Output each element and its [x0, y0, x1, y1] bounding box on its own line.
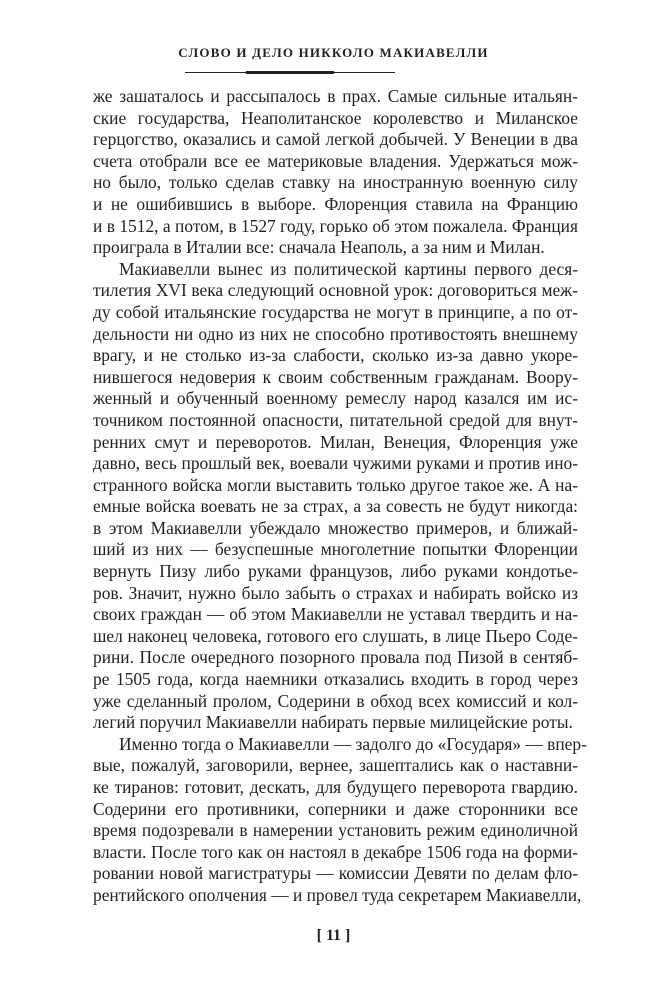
running-header: СЛОВО И ДЕЛО НИККОЛО МАКИАВЕЛЛИ [178, 45, 489, 60]
text-line: шел наконец человека, готового его слушать, в лице Пьеро Соде- [93, 625, 578, 646]
text-line: же зашаталось и рассыпалось в прах. Самые сильные итальян- [93, 86, 578, 106]
text-line: точником постоянной опасности, питательной средой для внут- [93, 409, 578, 430]
text-line: рентийского ополчения — и провел туда секретарем Макиавелли, [93, 884, 582, 905]
text-line: давно, весь прошлый век, воевали чужими руками и против ино- [93, 453, 578, 474]
text-line: уже сделанный пролом, Содерини в обход всех комиссий и кол- [93, 690, 578, 711]
paragraph [93, 259, 578, 734]
text-line: тилетия XVI века следующий основной урок: договориться меж- [93, 280, 578, 301]
text-line: власти. После того как он настоял в декабре 1506 года на форми- [93, 841, 578, 862]
text-line: вернуть Пизу либо руками французов, либо руками кондотье- [93, 561, 578, 582]
text-line: женный и обученный военному ремеслу народ казался им ис- [93, 388, 578, 409]
text-line: ке тиранов: готовит, дескать, для будущего переворота гвардию. [93, 777, 578, 797]
text-line: Именно тогда о Макиавелли — задолго до «Государя» — впер- [119, 733, 587, 754]
text-line: врагу, и не столько из-за слабости, сколько из-за давно укоре- [93, 345, 578, 366]
text-line: и не ошибившись в выборе. Флоренция ставила на Францию [93, 193, 578, 214]
text-line: легий поручил Макиавелли набирать первые милицейские роты. [93, 712, 573, 733]
text-line: Макиавелли вынес из политической картины первого деся- [119, 258, 578, 279]
text-line: странного войска могли выставить только другое такое же. А на- [93, 474, 578, 495]
paragraph [93, 733, 587, 907]
text-line: нившегося недоверия к своим собственным гражданам. Воору- [93, 366, 578, 387]
text-line: своих граждан — об этом Макиавелли не уставал твердить и на- [93, 604, 578, 625]
text-line: герцогство, оказались и самой легкой добычей. У Венеции в два [93, 129, 578, 150]
body-text [93, 86, 587, 907]
text-line: время подозревали в намерении установить режим единоличной [93, 820, 578, 841]
paragraph [93, 86, 578, 259]
text-line: ровании новой магистратуры — комиссии Девяти по делам фло- [93, 863, 578, 884]
text-line: вые, пожалуй, заговорили, вернее, зашептались как о наставни- [93, 755, 578, 776]
text-line: ре 1505 года, когда наемники отказались входить в город через [93, 669, 578, 690]
text-line: проиграла в Италии все: сначала Неаполь, а за ним и Милан. [93, 237, 545, 258]
text-line: счета отобрали все ее материковые владения. Удержаться мож- [93, 150, 578, 171]
text-line: рини. После очередного позорного провала под Пизой в сентяб- [93, 647, 578, 668]
header-rule-accent [246, 71, 334, 74]
text-line: дельности ни одно из них не способно противостоять внешнему [93, 323, 578, 344]
text-line: ренних смут и переворотов. Милан, Венеция, Флоренция уже [93, 431, 578, 452]
text-line: в этом Макиавелли убеждало множество примеров, и ближай- [93, 517, 578, 538]
text-line: ские государства, Неаполитанское королевство и Миланское [93, 107, 578, 128]
text-line: ров. Значит, нужно было забыть о страхах и набирать войско из [93, 582, 578, 603]
text-line: ший из них — безуспешные многолетние попытки Флоренции [93, 539, 578, 560]
text-line: ду собой итальянские государства не могут в принципе, а по от- [93, 301, 578, 322]
text-line: Содерини его противники, соперники и даже сторонники все [93, 798, 578, 819]
text-line: и в 1512, а потом, в 1527 году, горько об этом пожалела. Франция [93, 215, 578, 236]
text-line: но было, только сделав ставку на иностранную военную силу [93, 172, 578, 193]
page-number: [ 11 ] [316, 927, 351, 944]
text-line: емные войска воевать не за страх, а за совесть не будут никогда: [93, 496, 578, 517]
